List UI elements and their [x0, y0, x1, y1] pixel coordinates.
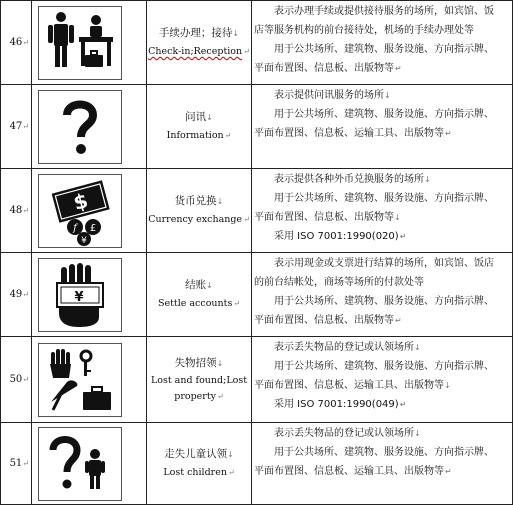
name-en: Information	[166, 130, 224, 141]
svg-text:$: $	[70, 187, 91, 215]
question-mark-icon	[38, 90, 122, 164]
description-cell: 表示丢失物品的登记或认领场所↓ 用于公共场所、建筑物、服务设施、方向指示牌、 平面布置图、信息板、运输工具、出版物等↵	[252, 423, 513, 505]
svg-text:¥: ¥	[74, 289, 84, 305]
name-en: Currency exchange	[148, 214, 243, 225]
table-row	[1, 253, 513, 337]
table-row	[1, 169, 513, 253]
svg-text:f: f	[73, 222, 77, 234]
name-cell: 手续办理；接待↓ Check-in;Reception↵	[147, 1, 252, 85]
row-number: 48↵	[1, 169, 32, 253]
settle-accounts-icon	[38, 258, 122, 332]
pictogram-cell	[32, 169, 147, 253]
description-cell: 表示丢失物品的登记或认领场所↓ 用于公共场所、建筑物、服务设施、方向指示牌、 平面布置图、信息板、运输工具、出版物等↓ 采用 ISO 7001:1990(049)↵	[252, 337, 513, 423]
name-zh: 失物招领	[174, 357, 217, 369]
row-number: 50↵	[1, 337, 32, 423]
description-cell: 表示提供各种外币兑换服务的场所↓ 用于公共场所、建筑物、服务设施、方向指示牌、 平面布置图、信息板、出版物等↓ 采用 ISO 7001:1990(020)↵	[252, 169, 513, 253]
pictogram-cell	[32, 253, 147, 337]
pictogram-cell	[32, 85, 147, 169]
name-cell: 失物招领↓ Lost and found;Lost property↵	[147, 337, 252, 423]
name-zh: 手续办理；接待	[158, 27, 233, 39]
name-cell: 走失儿童认领↓ Lost children↵	[147, 423, 252, 505]
svg-text:¥: ¥	[81, 235, 87, 246]
name-zh: 货币兑换	[174, 195, 217, 207]
description-cell: 表示提供问讯服务的场所↓ 用于公共场所、建筑物、服务设施、方向指示牌、 平面布置图、信息板、运输工具、出版物等↵	[252, 85, 513, 169]
name-cell: 货币兑换↓ Currency exchange↵	[147, 169, 252, 253]
row-number: 47↵	[1, 85, 32, 169]
name-en: Lost and found;Lost property	[150, 375, 248, 402]
name-en: Lost children	[163, 467, 227, 478]
name-cell: 问讯↓ Information↵	[147, 85, 252, 169]
description-cell: 表示用现金或支票进行结算的场所，如宾馆、饭店 的前台结帐处，商场等场所的付款处等 用于公共场所、建筑物、服务设施、方向指示牌、 平面布置图、信息板、出版物等↵	[252, 253, 513, 337]
name-zh: 走失儿童认领	[164, 448, 228, 460]
check-in-reception-icon	[38, 6, 122, 80]
row-number: 51↵	[1, 423, 32, 505]
name-zh: 结账	[185, 279, 207, 291]
table-row	[1, 85, 513, 169]
lost-and-found-icon	[38, 343, 122, 417]
lost-children-icon	[38, 427, 122, 501]
name-en: Check-in;Reception	[148, 46, 243, 57]
table-row	[1, 337, 513, 423]
pictogram-cell	[32, 337, 147, 423]
name-zh: 问讯	[185, 111, 207, 123]
pictogram-cell	[32, 423, 147, 505]
svg-text:£: £	[89, 222, 97, 234]
row-number: 46↵	[1, 1, 32, 85]
description-cell: 表示办理手续或提供接待服务的场所，如宾馆、饭 店等服务机构的前台接待处，机场的手续办理处等 用于公共场所、建筑物、服务设施、方向指示牌、 平面布置图、信息板、出版物等↵	[252, 1, 513, 85]
currency-exchange-icon	[38, 174, 122, 248]
table-row	[1, 423, 513, 505]
pictogram-cell	[32, 1, 147, 85]
name-cell: 结账↓ Settle accounts↵	[147, 253, 252, 337]
name-en: Settle accounts	[157, 298, 233, 309]
row-number: 49↵	[1, 253, 32, 337]
table-row	[1, 1, 513, 85]
